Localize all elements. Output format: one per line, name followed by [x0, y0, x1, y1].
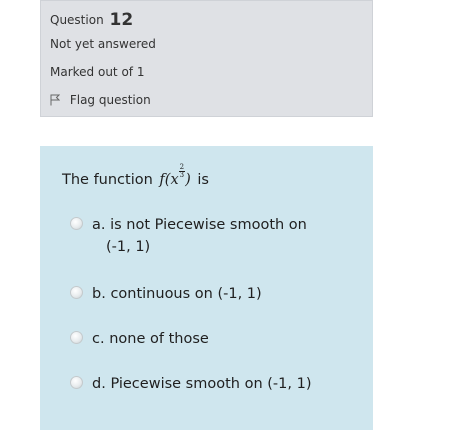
option-interval: (-1, 1)	[217, 286, 262, 302]
math-variable: x	[170, 172, 179, 188]
math-close-paren: )	[185, 172, 191, 188]
exponent-denominator: 3	[179, 171, 185, 179]
question-number	[50, 10, 133, 30]
flag-question-link[interactable]	[50, 93, 151, 107]
option-letter: a.	[92, 217, 106, 233]
question-content	[40, 146, 373, 430]
answer-option-c-label	[92, 328, 332, 350]
radio-unselected-icon[interactable]	[70, 376, 83, 389]
answer-option-d-label	[92, 373, 332, 395]
question-text-prefix: The function	[62, 172, 153, 188]
option-text: is not Piecewise smooth on	[110, 217, 307, 233]
flag-question-label: Flag question	[69, 93, 151, 107]
math-open-paren: (	[164, 172, 171, 188]
question-text-suffix: is	[197, 172, 209, 188]
page-margin	[0, 117, 40, 446]
exponent-numerator: 2	[179, 163, 185, 171]
answer-option-b-label	[92, 283, 332, 305]
flag-icon	[50, 94, 60, 106]
question-info-panel	[40, 0, 373, 117]
option-letter: d.	[92, 376, 106, 392]
answer-option-a-label	[92, 214, 332, 258]
radio-unselected-icon[interactable]	[70, 286, 83, 299]
option-interval: (-1, 1)	[106, 239, 151, 255]
math-expression	[159, 163, 191, 188]
answer-status: Not yet answered	[50, 37, 156, 51]
option-letter: b.	[92, 286, 106, 302]
option-interval: (-1, 1)	[267, 376, 312, 392]
option-letter: c.	[92, 331, 105, 347]
radio-unselected-icon[interactable]	[70, 217, 83, 230]
math-function-name: f	[159, 172, 165, 188]
option-text: none of those	[109, 331, 209, 347]
radio-unselected-icon[interactable]	[70, 331, 83, 344]
question-number-value: 12	[109, 10, 134, 30]
option-text: Piecewise smooth on	[110, 376, 263, 392]
marks-info: Marked out of 1	[50, 65, 145, 79]
question-text	[62, 164, 209, 188]
question-label: Question	[50, 13, 104, 27]
option-text: continuous on	[110, 286, 213, 302]
